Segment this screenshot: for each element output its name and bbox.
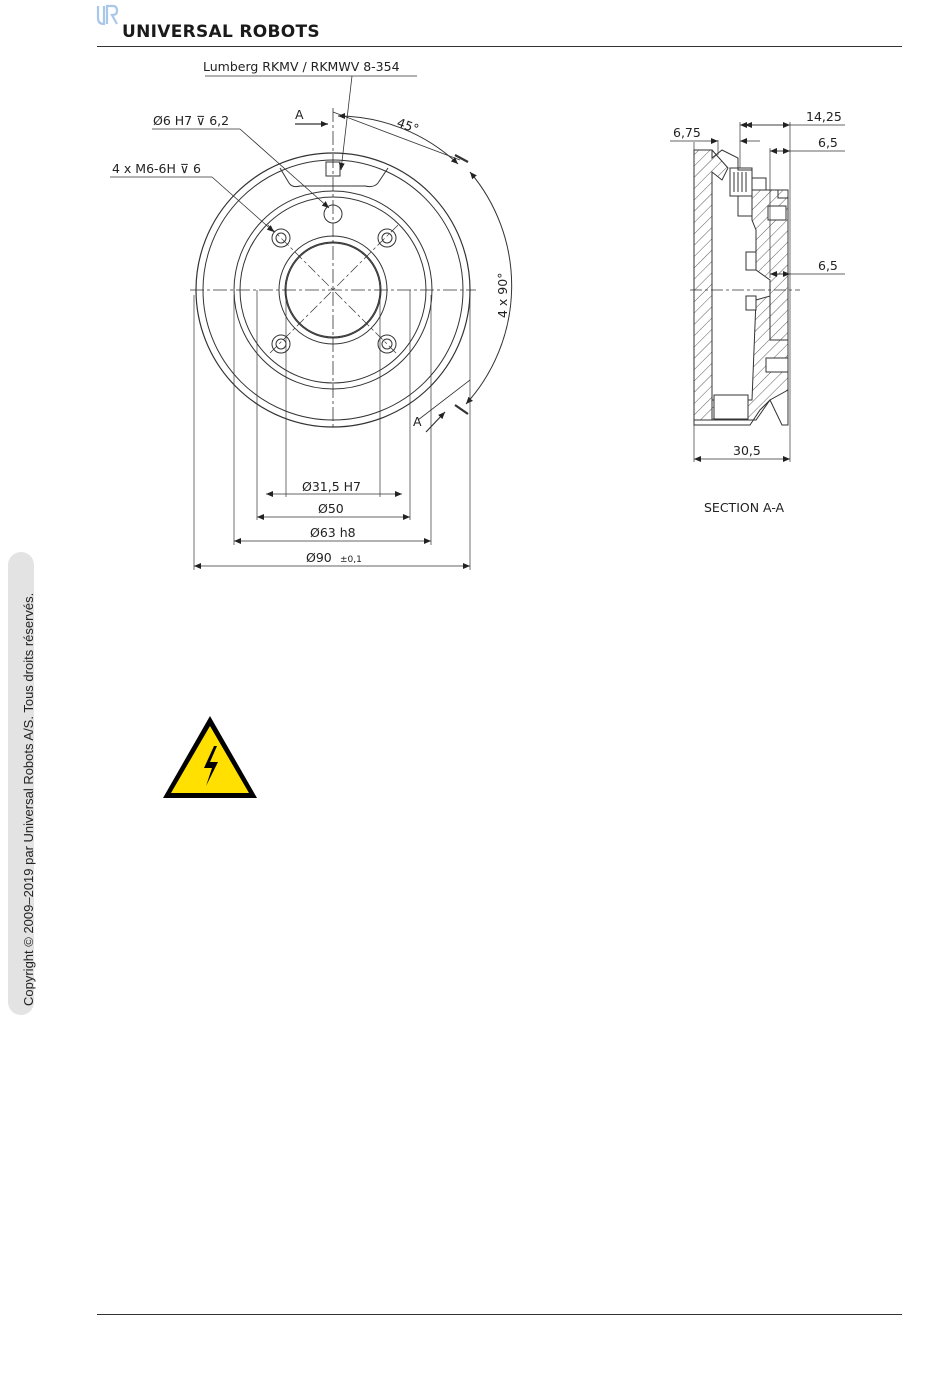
- bolt-hole: [272, 335, 290, 353]
- dim-bolt-circle: Ø50: [318, 501, 344, 516]
- dim-30-5: 30,5: [733, 443, 761, 458]
- connector-label: Lumberg RKMV / RKMWV 8-354: [203, 59, 400, 74]
- dim-outer-tolerance: ±0,1: [340, 555, 362, 565]
- dim-6-5-top: 6,5: [818, 135, 838, 150]
- section-title: SECTION A-A: [704, 500, 785, 515]
- connector-notch: [280, 168, 388, 187]
- brand-name: UNIVERSAL ROBOTS: [122, 22, 320, 42]
- dim-spigot: Ø63 h8: [310, 525, 356, 540]
- angle-label: 45°: [394, 114, 421, 137]
- section-marker-bottom: A: [413, 414, 422, 429]
- section-view: [670, 122, 845, 462]
- copyright-text: Copyright © 2009–2019 par Universal Robots A/S. Tous droits réservés.: [21, 592, 36, 1006]
- section-marker-top: A: [295, 107, 304, 122]
- dim-14-25: 14,25: [806, 109, 842, 124]
- pin-hole-label: Ø6 H7 ⊽ 6,2: [153, 113, 230, 128]
- electrical-hazard-icon: [160, 712, 260, 802]
- front-view: [110, 76, 512, 570]
- dim-6-75: 6,75: [673, 125, 701, 140]
- pattern-label: 4 x 90°: [495, 272, 510, 318]
- dim-bore: Ø31,5 H7: [302, 479, 361, 494]
- footer-divider: [97, 1314, 902, 1315]
- thread-label: 4 x M6-6H ⊽ 6: [112, 161, 201, 176]
- dim-outer: Ø90: [306, 550, 332, 565]
- dim-6-5-mid: 6,5: [818, 258, 838, 273]
- bolt-hole: [378, 229, 396, 247]
